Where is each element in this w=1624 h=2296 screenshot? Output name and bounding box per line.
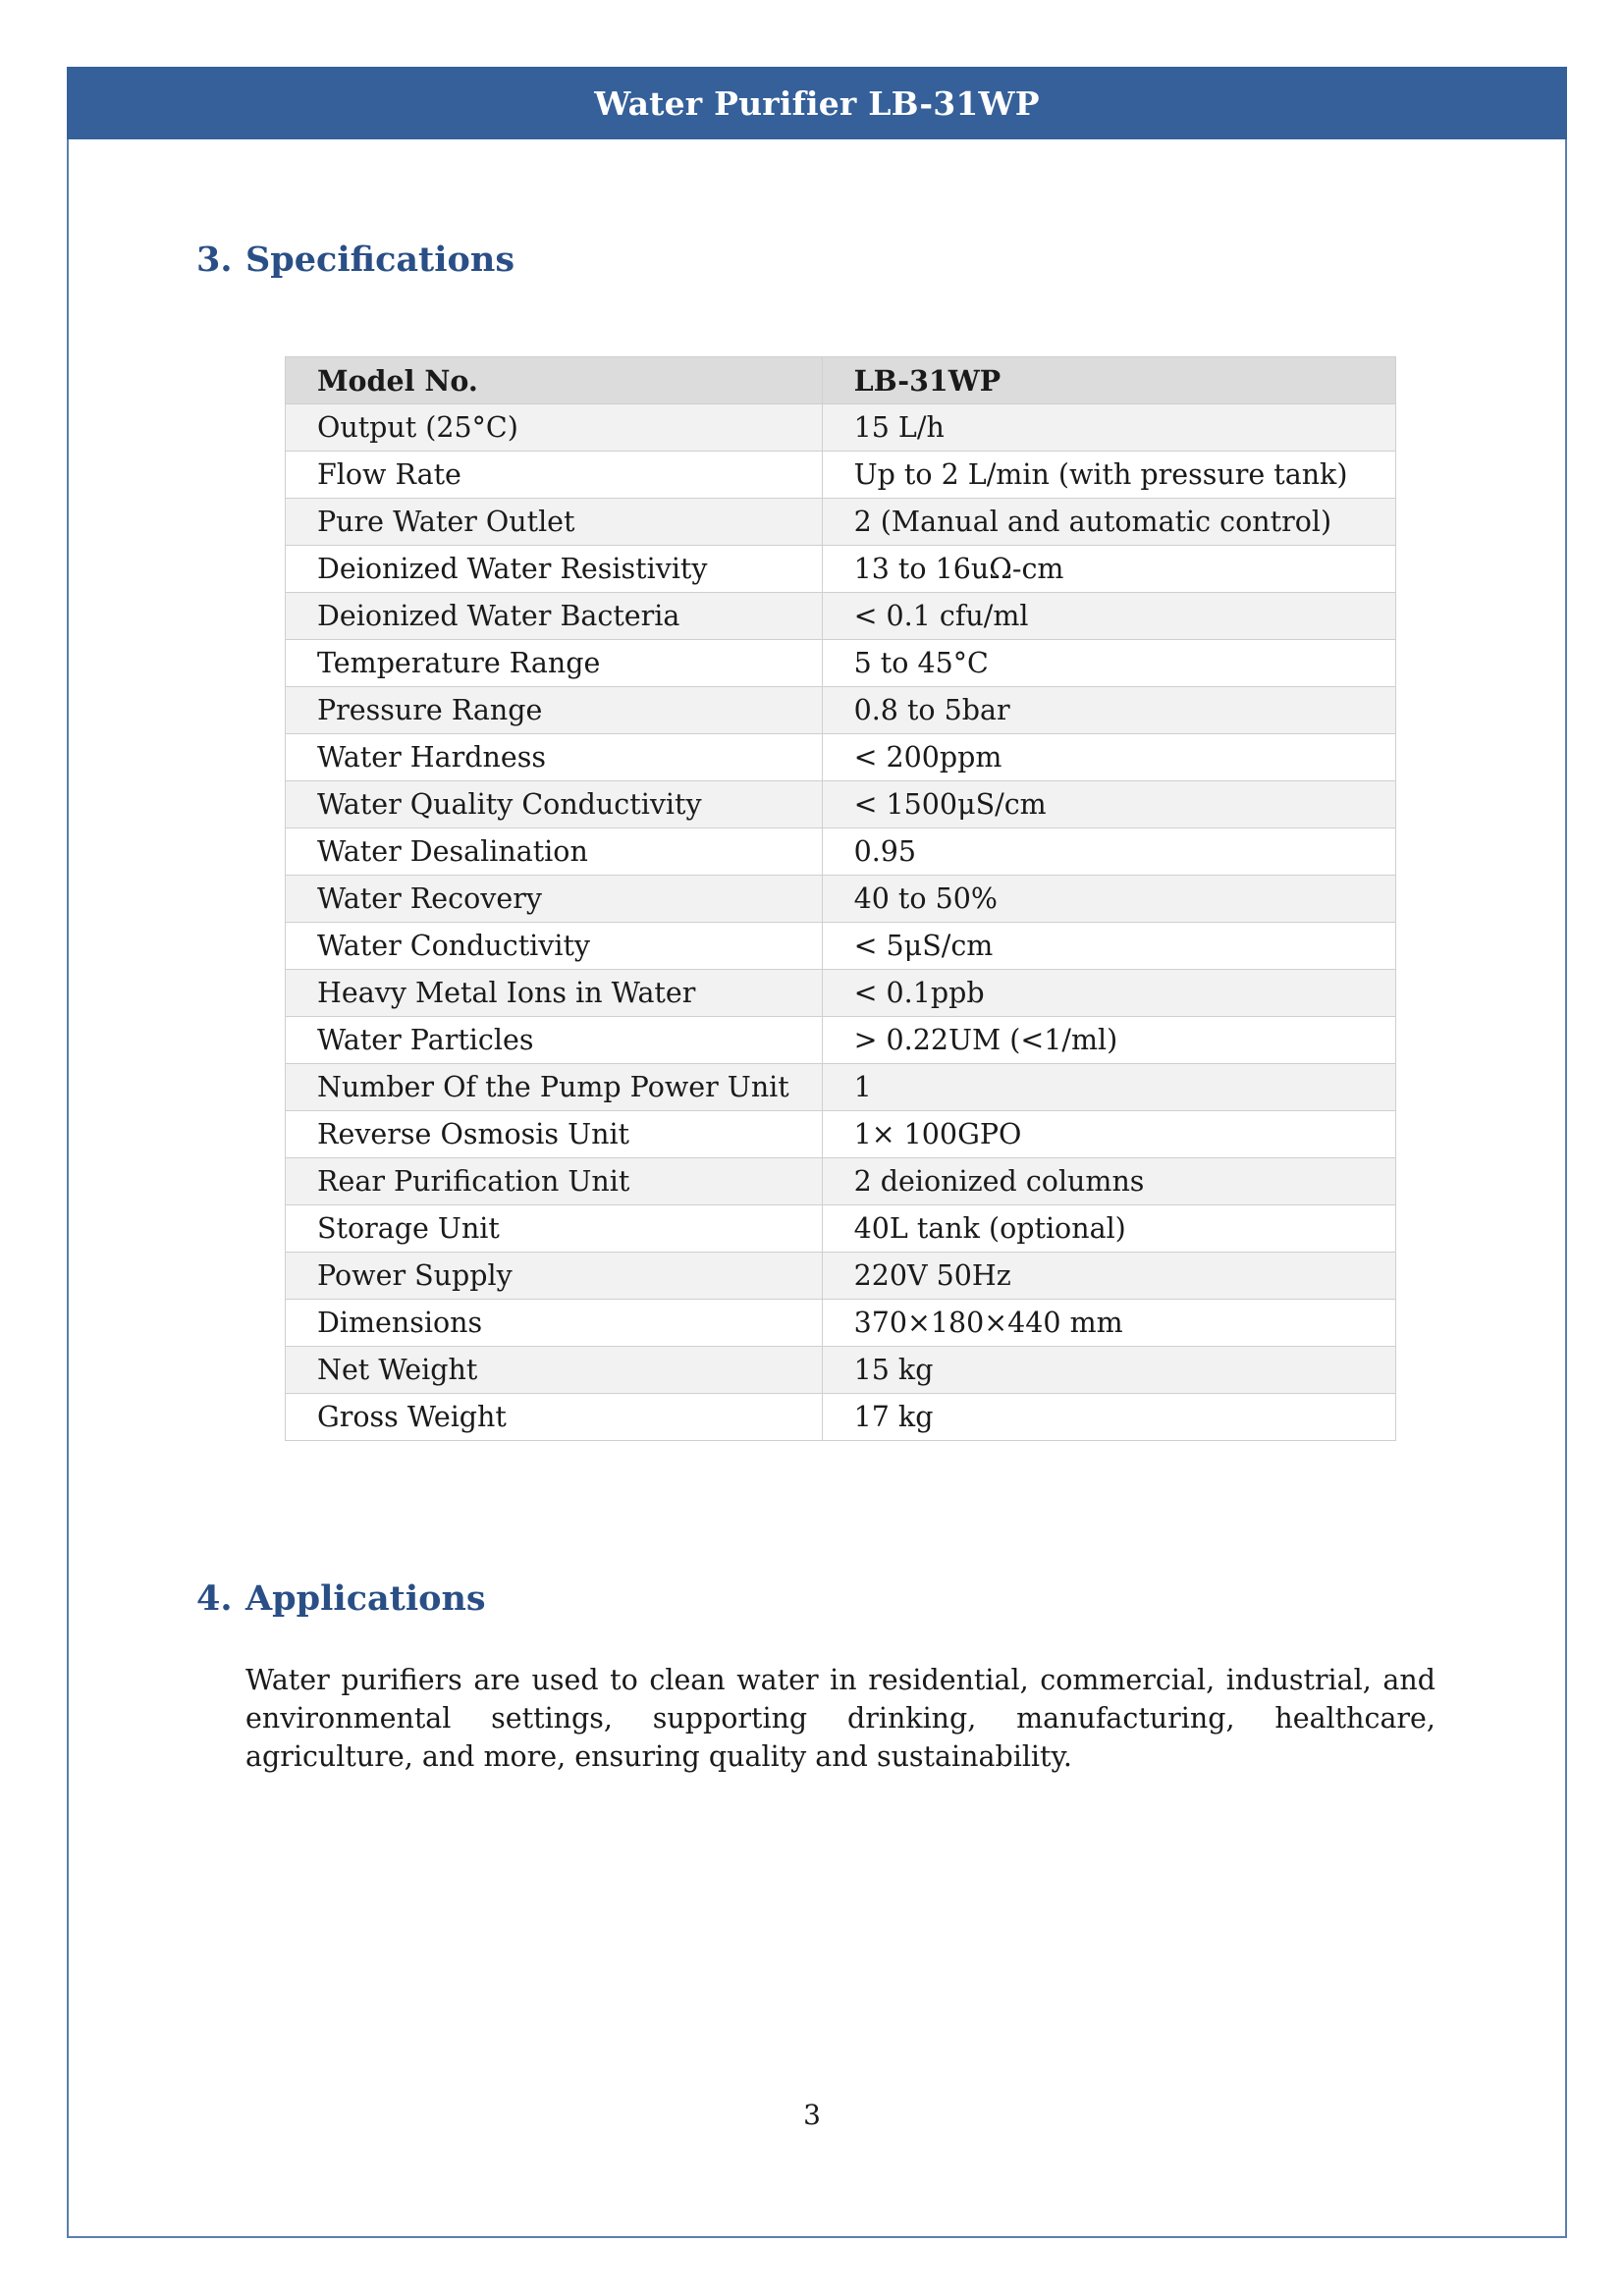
applications-paragraph: Water purifiers are used to clean water in residential, commercial, industrial, and environmental settings, supporting drinking, manufacturing, healthcare, agriculture, and more, ensuring quality and sustainability.: [245, 1664, 1435, 1773]
spec-value: 220V 50Hz: [822, 1253, 1395, 1300]
spec-label: Power Supply: [286, 1253, 823, 1300]
document-title: Water Purifier LB-31WP: [594, 83, 1040, 123]
specifications-heading: [196, 240, 514, 280]
spec-value: < 0.1ppb: [822, 970, 1395, 1017]
table-row: [286, 1253, 1396, 1300]
spec-value: 15 L/h: [822, 404, 1395, 452]
spec-label: Heavy Metal Ions in Water: [286, 970, 823, 1017]
spec-value: < 1500μS/cm: [822, 781, 1395, 828]
table-row: [286, 452, 1396, 499]
table-row: [286, 734, 1396, 781]
spec-value: 17 kg: [822, 1394, 1395, 1441]
spec-value: 5 to 45°C: [822, 640, 1395, 687]
column-header: LB-31WP: [822, 357, 1395, 404]
spec-value: 15 kg: [822, 1347, 1395, 1394]
table-row: [286, 1347, 1396, 1394]
spec-label: Net Weight: [286, 1347, 823, 1394]
spec-value: < 200ppm: [822, 734, 1395, 781]
spec-label: Flow Rate: [286, 452, 823, 499]
spec-label: Deionized Water Bacteria: [286, 593, 823, 640]
table-row: [286, 404, 1396, 452]
spec-value: 1× 100GPO: [822, 1111, 1395, 1158]
spec-value: 13 to 16uΩ-cm: [822, 546, 1395, 593]
spec-value: 2 deionized columns: [822, 1158, 1395, 1205]
spec-value: 0.95: [822, 828, 1395, 876]
spec-value: Up to 2 L/min (with pressure tank): [822, 452, 1395, 499]
spec-value: 370×180×440 mm: [822, 1300, 1395, 1347]
spec-value: < 0.1 cfu/ml: [822, 593, 1395, 640]
table-row: [286, 1205, 1396, 1253]
table-row: [286, 687, 1396, 734]
spec-value: 0.8 to 5bar: [822, 687, 1395, 734]
spec-value: 40L tank (optional): [822, 1205, 1395, 1253]
table-row: [286, 970, 1396, 1017]
spec-label: Pressure Range: [286, 687, 823, 734]
table-header-row: [286, 357, 1396, 404]
spec-label: Pure Water Outlet: [286, 499, 823, 546]
table-row: [286, 1300, 1396, 1347]
table-row: [286, 640, 1396, 687]
table-row: [286, 593, 1396, 640]
applications-heading: [196, 1578, 486, 1619]
spec-label: Water Particles: [286, 1017, 823, 1064]
spec-label: Water Desalination: [286, 828, 823, 876]
spec-label: Water Conductivity: [286, 923, 823, 970]
header-bar: [67, 67, 1567, 139]
table-row: [286, 1111, 1396, 1158]
page-number: 3: [803, 2099, 821, 2131]
table-row: [286, 876, 1396, 923]
spec-label: Output (25°C): [286, 404, 823, 452]
specifications-table: [285, 356, 1396, 1441]
spec-label: Temperature Range: [286, 640, 823, 687]
spec-label: Gross Weight: [286, 1394, 823, 1441]
spec-value: < 5μS/cm: [822, 923, 1395, 970]
table-row: [286, 1394, 1396, 1441]
spec-value: 1: [822, 1064, 1395, 1111]
spec-value: > 0.22UM (<1/ml): [822, 1017, 1395, 1064]
spec-label: Dimensions: [286, 1300, 823, 1347]
section-title: Applications: [245, 1578, 486, 1619]
table-row: [286, 546, 1396, 593]
table-row: [286, 1158, 1396, 1205]
table-row: [286, 923, 1396, 970]
spec-value: 2 (Manual and automatic control): [822, 499, 1395, 546]
spec-label: Water Hardness: [286, 734, 823, 781]
column-header: Model No.: [286, 357, 823, 404]
table-row: [286, 828, 1396, 876]
spec-label: Deionized Water Resistivity: [286, 546, 823, 593]
table-row: [286, 1064, 1396, 1111]
section-number: 3.: [196, 240, 233, 280]
spec-label: Reverse Osmosis Unit: [286, 1111, 823, 1158]
table-row: [286, 1017, 1396, 1064]
spec-label: Water Quality Conductivity: [286, 781, 823, 828]
table-row: [286, 781, 1396, 828]
table-row: [286, 499, 1396, 546]
spec-label: Storage Unit: [286, 1205, 823, 1253]
spec-value: 40 to 50%: [822, 876, 1395, 923]
section-number: 4.: [196, 1578, 233, 1619]
spec-label: Rear Purification Unit: [286, 1158, 823, 1205]
table-body: [286, 404, 1396, 1441]
spec-label: Water Recovery: [286, 876, 823, 923]
section-title: Specifications: [245, 240, 515, 280]
spec-label: Number Of the Pump Power Unit: [286, 1064, 823, 1111]
